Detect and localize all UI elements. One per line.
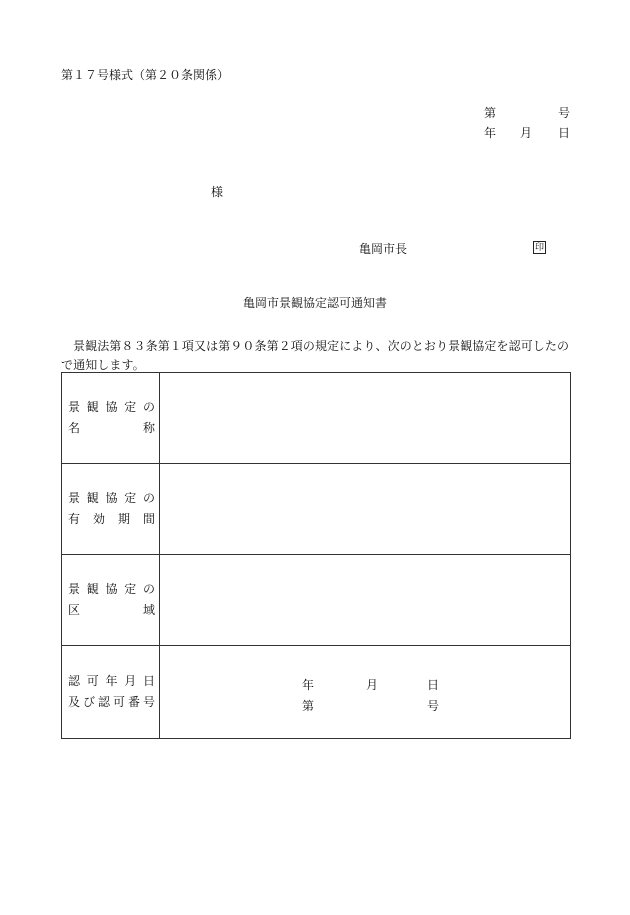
seal-mark: 印 [534,243,544,253]
area-value [160,555,571,646]
approval-date-label-line1: 認可年月日 [68,674,155,688]
issue-date-day: 日 [558,126,571,140]
area-label-line1: 景観協定の [68,582,155,596]
issue-date-month: 月 [520,126,533,140]
table-row [62,373,571,464]
issue-number-prefix: 第 [484,106,497,120]
table-row [62,555,571,646]
approval-year: 年 [302,678,315,692]
agreement-name-label-line1: 景観協定の [68,400,155,414]
table-label-cell [62,555,160,646]
area-label-line2: 区域 [68,603,155,617]
document-title: 亀岡市景観協定認可通知書 [242,296,387,310]
approval-number-suffix: 号 [427,699,440,713]
approval-date-label-line2: 及び認可番号 [68,695,155,709]
issue-number-suffix: 号 [558,106,571,120]
table-label-cell [62,646,160,739]
table-label-cell [62,464,160,555]
approval-day: 日 [427,678,440,692]
approval-number-prefix: 第 [302,699,315,713]
agreement-name-value [160,373,571,464]
recipient-honorific: 様 [211,185,224,199]
notice-body-text: 景観法第８３条第１項又は第９０条第２項の規定により、次のとおり景観協定を認可したので通知します。 [61,339,570,372]
approval-month: 月 [366,678,379,692]
form-number: 第１７号様式（第２０条関係） [61,68,230,82]
table-row [62,464,571,555]
validity-period-label-line2: 有効期間 [68,512,155,526]
table-row [62,646,571,739]
validity-period-value [160,464,571,555]
approval-details-table [61,372,571,739]
approval-date-value [160,646,571,739]
table-label-cell [62,373,160,464]
validity-period-label-line1: 景観協定の [68,491,155,505]
issuer-name: 亀岡市長 [359,242,408,256]
agreement-name-label-line2: 名称 [68,421,155,435]
issue-date-year: 年 [484,126,497,140]
